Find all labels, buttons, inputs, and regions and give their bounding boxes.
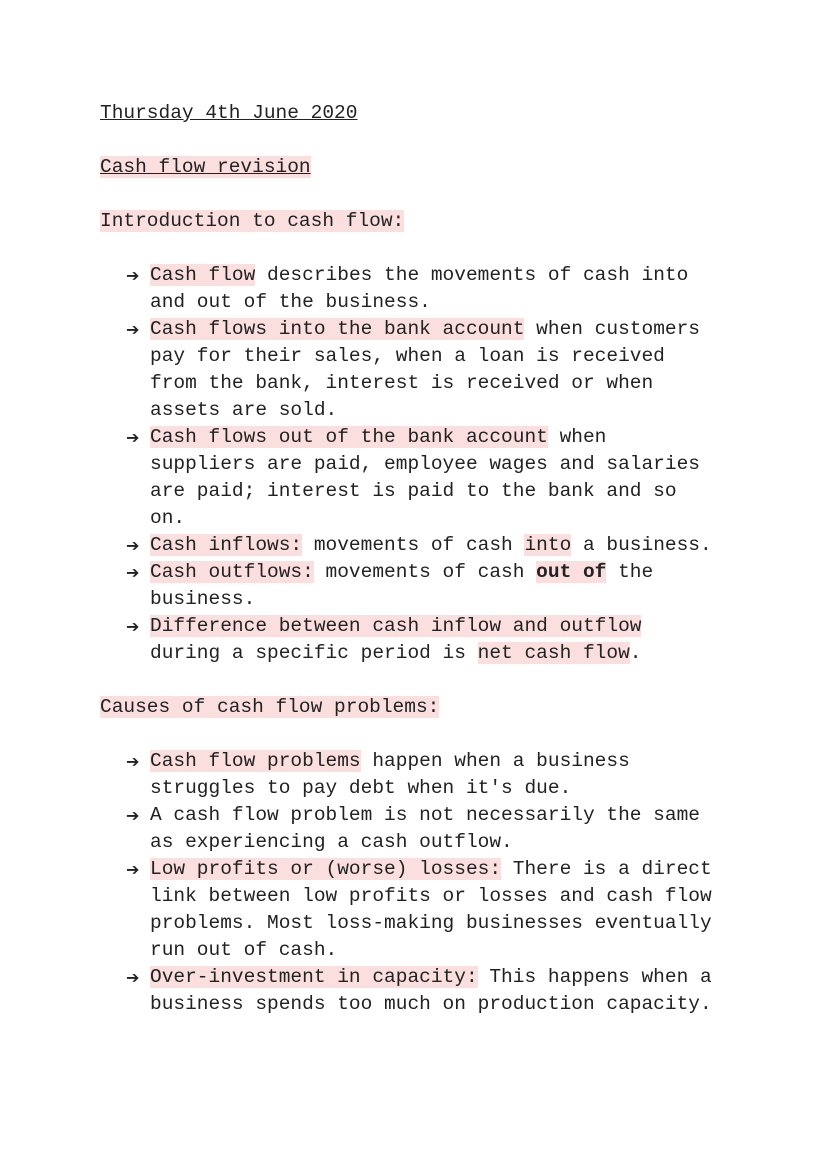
document-title: Cash flow revision — [100, 156, 311, 178]
arrow-right-icon: ➔ — [126, 266, 140, 285]
highlighted-text: net cash flow — [477, 642, 630, 664]
text-segment: There is a direct link between low profits or losses and cash flow problems. Most loss-making businesses eventually run out of cash. — [150, 858, 712, 961]
list-item — [100, 613, 715, 667]
text-segment: movements of cash — [313, 561, 537, 583]
highlighted-text: Cash flows out of the bank account — [150, 426, 548, 448]
arrow-right-icon: ➔ — [126, 806, 140, 825]
bullet-list — [100, 748, 780, 1018]
text-segment: movements of cash — [302, 534, 525, 556]
arrow-right-icon: ➔ — [126, 536, 140, 555]
highlighted-text: Low profits or (worse) losses: — [150, 858, 502, 880]
list-item — [100, 262, 715, 316]
text-segment: during a specific period is — [150, 642, 478, 664]
section-heading: Causes of cash flow problems: — [100, 696, 440, 718]
arrow-right-icon: ➔ — [126, 752, 140, 771]
highlighted-text: into — [524, 534, 572, 556]
blank-line — [100, 127, 780, 154]
list-item — [100, 964, 715, 1018]
blank-line — [100, 181, 780, 208]
list-item — [100, 802, 715, 856]
list-item — [100, 532, 715, 559]
sections — [100, 208, 780, 1018]
text-segment: This happens when a business spends too much on production capacity. — [150, 966, 712, 1015]
arrow-right-icon: ➔ — [126, 617, 140, 636]
blank-line — [100, 235, 780, 262]
arrow-right-icon: ➔ — [126, 968, 140, 987]
highlighted-text: Cash inflows: — [150, 534, 303, 556]
highlighted-text: Difference between cash inflow and outflow — [150, 615, 642, 637]
section-heading: Introduction to cash flow: — [100, 210, 405, 232]
blank-line — [100, 721, 780, 748]
text-segment: the business. — [150, 561, 654, 610]
list-item — [100, 316, 715, 424]
document-page — [100, 100, 780, 1018]
text-segment: happen when a business struggles to pay debt when it's due. — [150, 750, 630, 799]
highlighted-text: Cash flows into the bank account — [150, 318, 525, 340]
blank-line — [100, 667, 780, 694]
text-segment: when suppliers are paid, employee wages and salaries are paid; interest is paid to the bank and so on. — [150, 426, 700, 529]
list-item — [100, 424, 715, 532]
document-date: Thursday 4th June 2020 — [100, 102, 358, 124]
list-item — [100, 559, 715, 613]
highlighted-text: out of — [536, 561, 607, 583]
arrow-right-icon: ➔ — [126, 563, 140, 582]
arrow-right-icon: ➔ — [126, 428, 140, 447]
text-segment: A cash flow problem is not necessarily the same as experiencing a cash outflow. — [150, 804, 700, 853]
text-segment: describes the movements of cash into and out of the business. — [150, 264, 689, 313]
arrow-right-icon: ➔ — [126, 320, 140, 339]
text-segment: a business. — [571, 534, 712, 556]
text-segment: when customers pay for their sales, when a loan is received from the bank, interest is received or when assets are sold. — [150, 318, 700, 421]
arrow-right-icon: ➔ — [126, 860, 140, 879]
highlighted-text: Cash flow — [150, 264, 256, 286]
list-item — [100, 856, 715, 964]
bullet-list — [100, 262, 780, 667]
highlighted-text: Over-investment in capacity: — [150, 966, 478, 988]
list-item — [100, 748, 715, 802]
highlighted-text: Cash outflows: — [150, 561, 314, 583]
text-segment: . — [629, 642, 642, 664]
highlighted-text: Cash flow problems — [150, 750, 361, 772]
